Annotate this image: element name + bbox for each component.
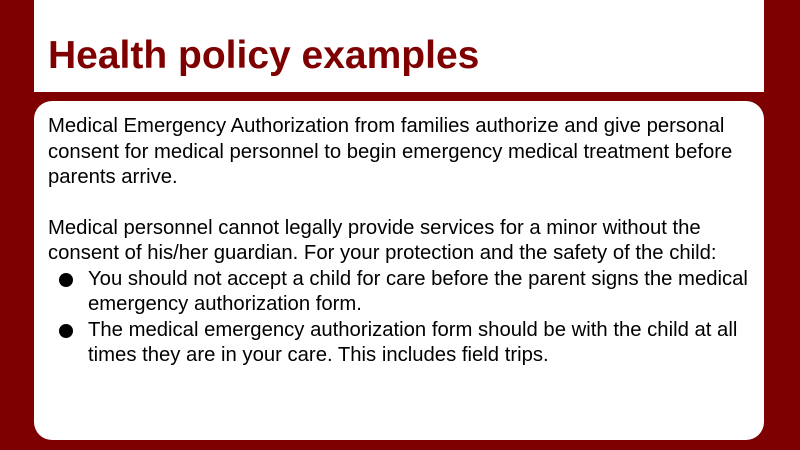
bullet-list: [48, 267, 748, 369]
bullet-dot-icon: [59, 324, 73, 338]
bullet-dot-icon: [59, 273, 73, 287]
paragraph-consent: Medical personnel cannot legally provide services for a minor without the consent of his/her guardian. For your protection and the safety of the child:: [48, 216, 717, 264]
paragraph-authorization: Medical Emergency Authorization from families authorize and give personal consent for medical personnel to begin emergency medical treatment before parents arrive.: [48, 115, 733, 188]
bullet-text: You should not accept a child for care before the parent signs the medical emergency authorization form.: [88, 267, 748, 315]
bullet-text: The medical emergency authorization form should be with the child at all times they are in your care. This includes field trips.: [88, 318, 738, 366]
slide-title: Health policy examples: [48, 34, 480, 77]
bullet-item: [48, 267, 748, 318]
content-panel: [34, 101, 764, 440]
title-bar: [34, 0, 764, 92]
slide-body: [48, 114, 748, 369]
bullet-item: [48, 318, 748, 369]
paragraph-spacer: [48, 191, 748, 216]
